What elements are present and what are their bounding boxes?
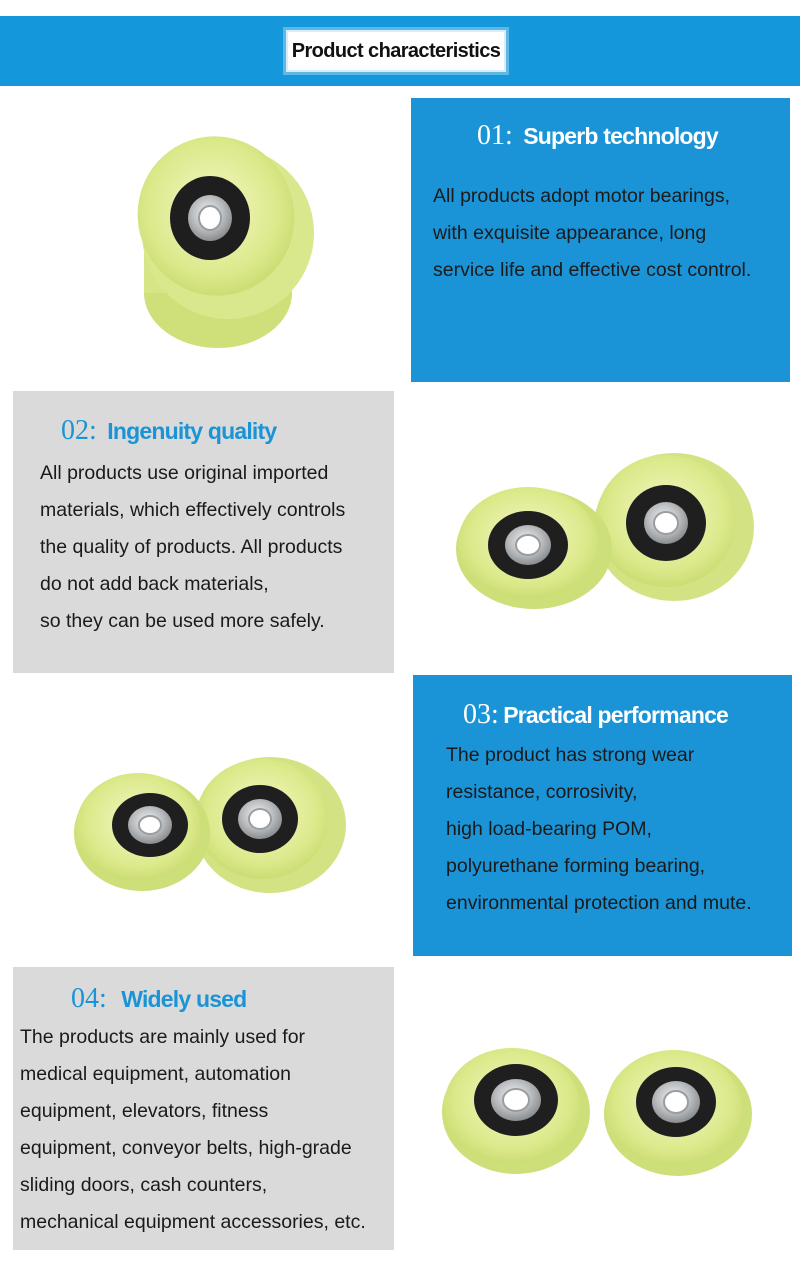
section-4-line: equipment, conveyor belts, high-grade	[20, 1137, 352, 1159]
section-body-1	[433, 178, 751, 289]
section-4-line: mechanical equipment accessories, etc.	[20, 1211, 366, 1233]
section-3-line: environmental protection and mute.	[446, 892, 752, 914]
banner-title: Product characteristics	[291, 39, 501, 62]
bearing-wheel-photo-1	[120, 128, 320, 368]
section-3-line: polyurethane forming bearing,	[446, 855, 706, 877]
section-2-line: do not add back materials,	[40, 573, 269, 595]
section-body-3	[446, 737, 752, 922]
section-heading-1	[477, 120, 718, 152]
section-title-4: Widely used	[121, 986, 247, 1012]
section-1-line: service life and effective cost control.	[433, 259, 752, 281]
section-heading-4	[71, 983, 246, 1015]
section-number-4: 04:	[71, 983, 107, 1014]
section-2-line: materials, which effectively controls	[40, 499, 346, 521]
section-panel-2	[13, 391, 394, 673]
section-heading-3	[463, 699, 728, 731]
section-2-line: the quality of products. All products	[40, 536, 343, 558]
section-panel-4	[13, 967, 394, 1250]
section-body-4	[20, 1019, 366, 1241]
bearing-wheel-photo-2	[452, 445, 762, 615]
section-4-line: medical equipment, automation	[20, 1063, 291, 1085]
section-2-line: All products use original imported	[40, 462, 329, 484]
section-title-1: Superb technology	[523, 123, 718, 149]
section-3-line: high load-bearing POM,	[446, 818, 652, 840]
section-3-line: resistance, corrosivity,	[446, 781, 638, 803]
section-4-line: The products are mainly used for	[20, 1026, 306, 1048]
section-3-line: The product has strong wear	[446, 744, 695, 766]
section-heading-2	[61, 415, 276, 447]
bearing-wheel-photo-3	[70, 745, 350, 895]
section-number-3: 03:	[463, 699, 499, 730]
section-number-2: 02:	[61, 415, 97, 446]
section-number-1: 01:	[477, 120, 513, 151]
section-4-line: equipment, elevators, fitness	[20, 1100, 269, 1122]
section-1-line: All products adopt motor bearings,	[433, 185, 730, 207]
header-banner	[0, 16, 800, 86]
section-title-3: Practical performance	[503, 702, 729, 728]
section-title-2: Ingenuity quality	[107, 418, 277, 444]
section-2-line: so they can be used more safely.	[40, 610, 325, 632]
section-panel-3	[413, 675, 792, 956]
section-4-line: sliding doors, cash counters,	[20, 1174, 268, 1196]
section-1-line: with exquisite appearance, long	[433, 222, 707, 244]
section-body-2	[40, 455, 345, 640]
banner-title-box	[283, 27, 509, 75]
bearing-wheel-photo-4	[438, 1038, 758, 1178]
section-panel-1	[411, 98, 790, 382]
